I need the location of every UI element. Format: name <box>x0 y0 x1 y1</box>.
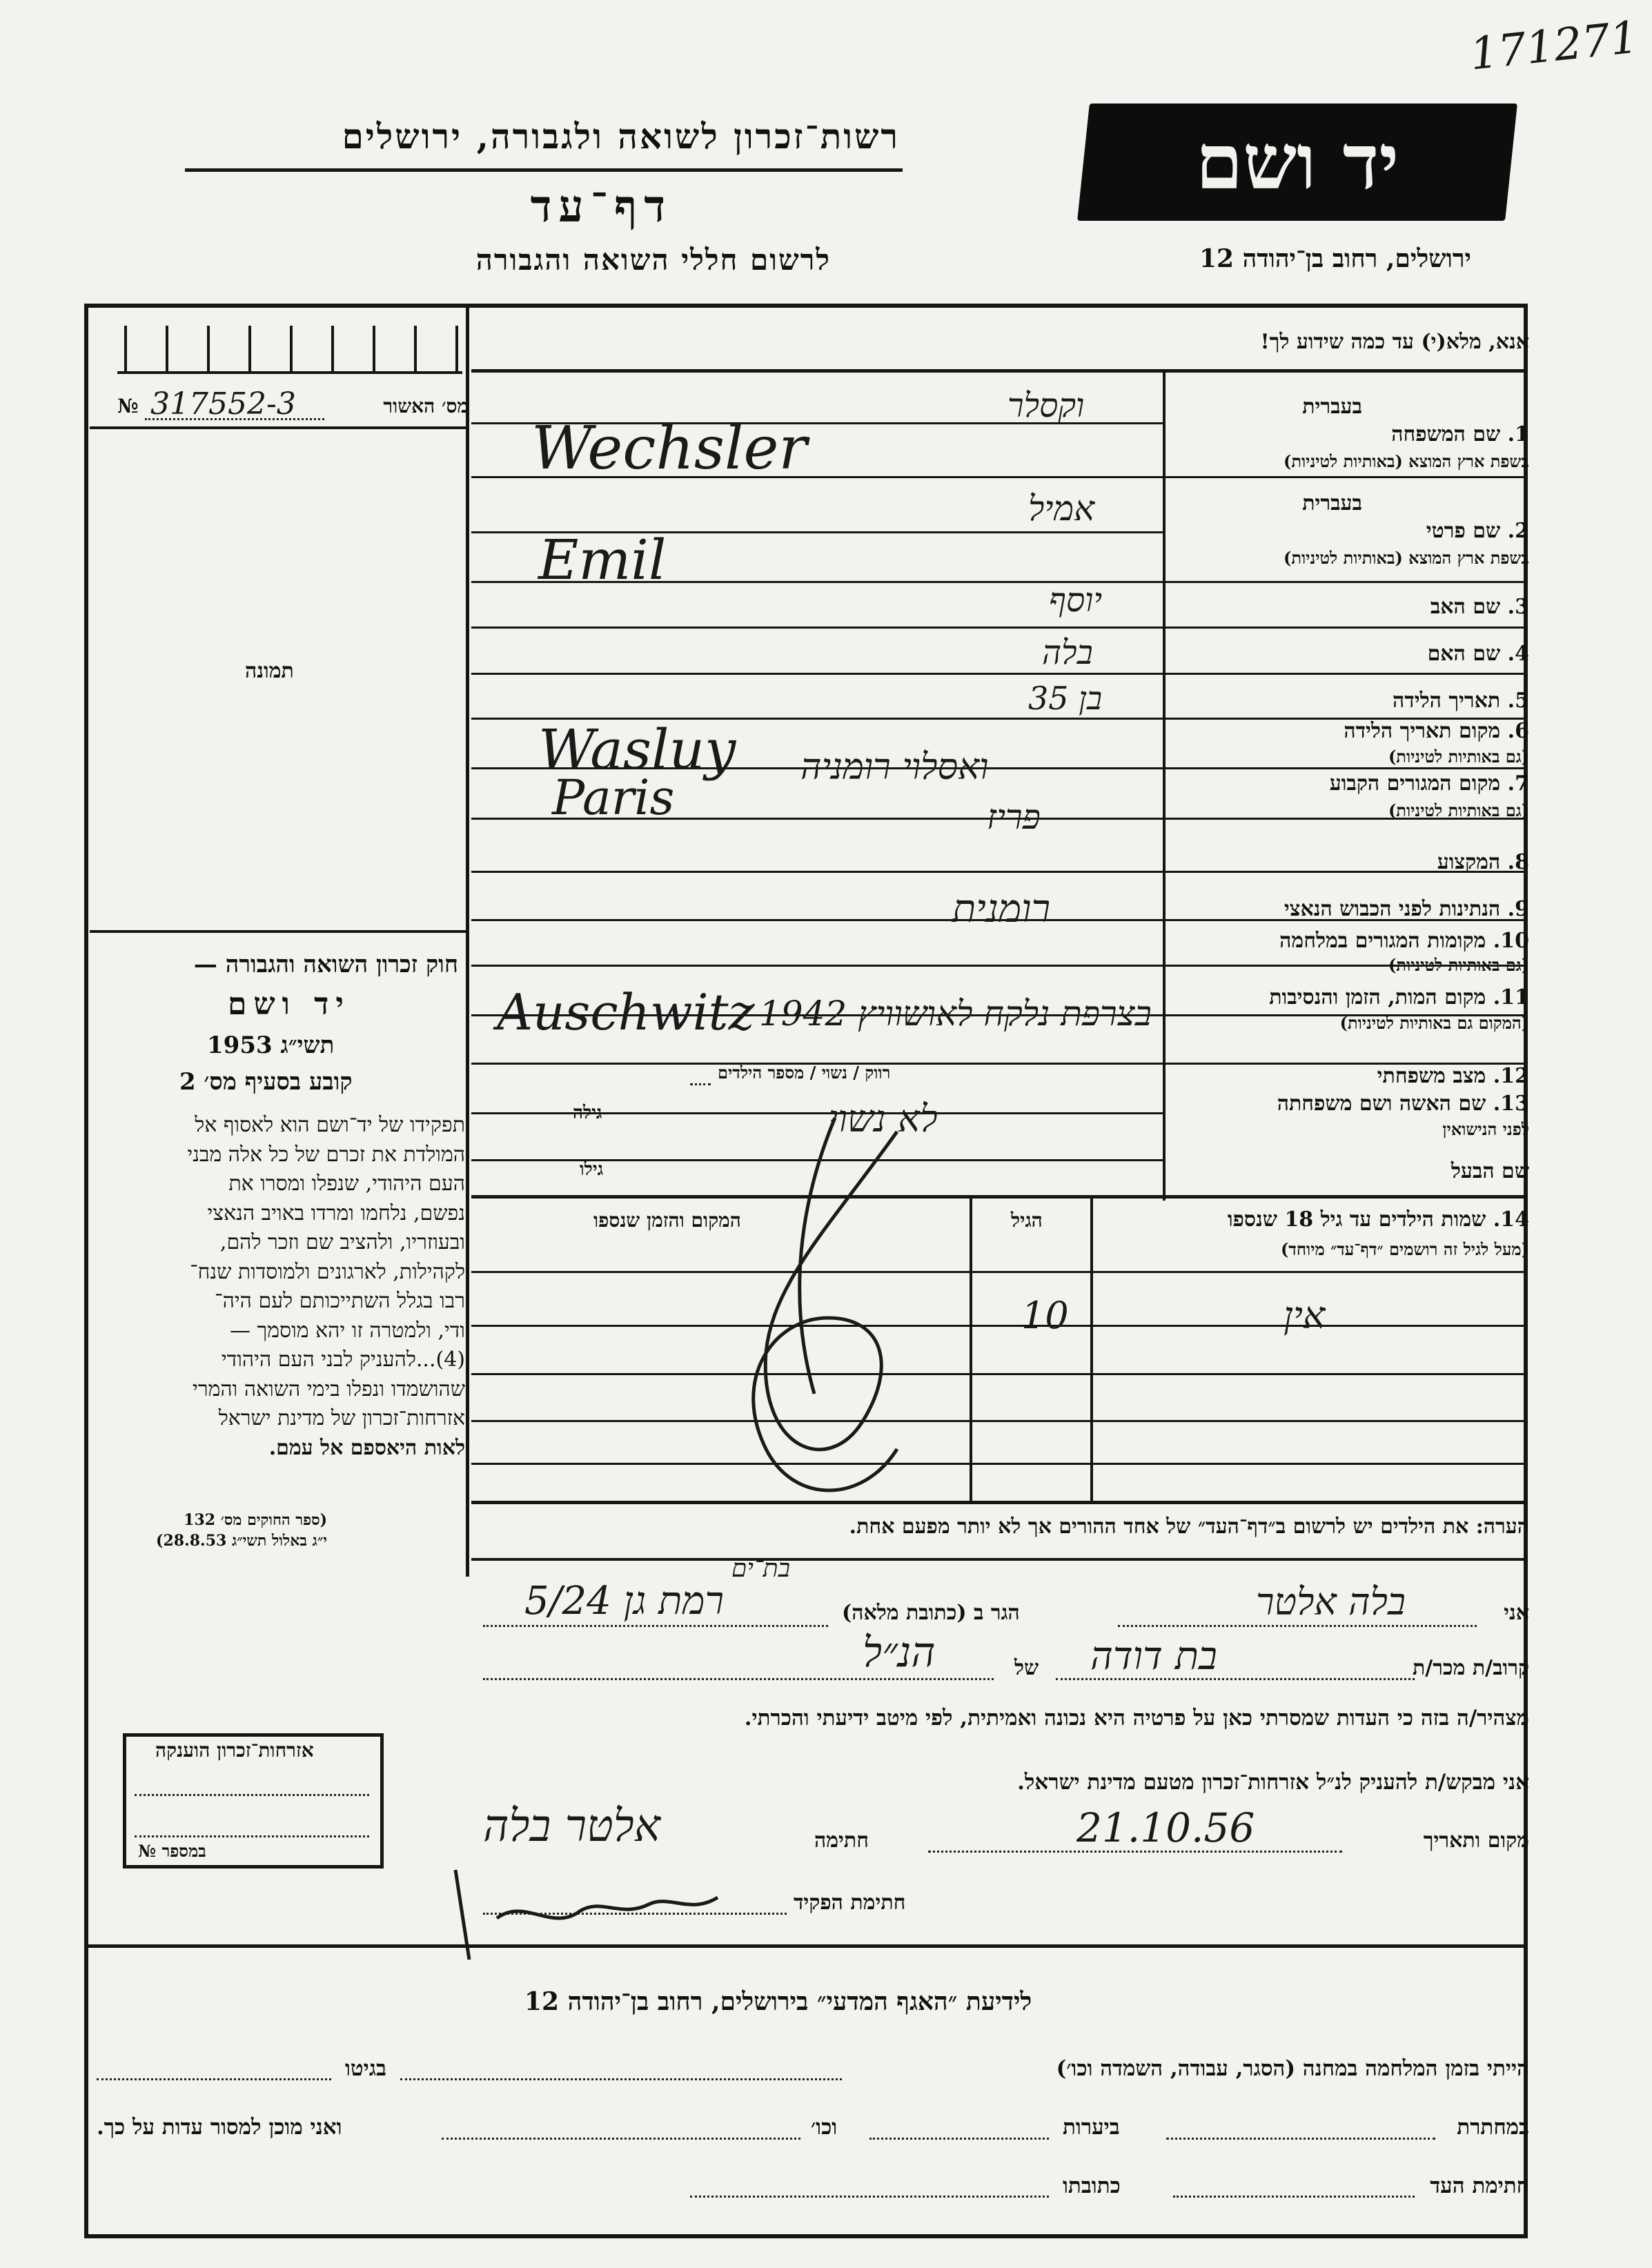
field-1-num: 1. <box>1507 422 1529 446</box>
field-13-text: שם האשה ושם משפחתה <box>1277 1092 1486 1116</box>
field-9-label <box>1284 897 1529 921</box>
field-3-num: 3. <box>1507 595 1529 619</box>
law-line: נפשם, נלחמו ומרדו באויב הנאצי <box>207 1201 465 1225</box>
decl-resident-label: הגר ב (כתובת מלאה) <box>842 1601 1020 1625</box>
decl-statement: מצהיר/ה בזה כי העדות שמסרתי כאן על פרטיה היא נכונה ואמיתית, לפי מיטב ידיעתי והכרתי. <box>744 1706 1529 1730</box>
death-place-latin: Auschwitz <box>497 983 755 1041</box>
field-7-text: מקום המגורים הקבוע <box>1329 771 1501 796</box>
children-col-age: הגיל <box>1011 1209 1043 1232</box>
field-6-note: (גם באותיות לטיניות) <box>1388 747 1529 767</box>
field-7-label <box>1330 771 1529 796</box>
birthplace-latin: Wasluy <box>538 718 736 782</box>
form-subtitle: לרשום חללי השואה והגבורה <box>475 243 831 277</box>
footer-line2-b: ביערות <box>1063 2115 1120 2140</box>
field-8-label <box>1437 850 1529 874</box>
decl-request: אני מבקש/ת להעניק לנ״ל אזרחות־זכרון מטעם מדינת ישראל. <box>1017 1770 1529 1795</box>
law-ref-1: (ספר החוקים מס׳ 132 <box>184 1511 327 1529</box>
law-text <box>89 1111 465 1463</box>
law-line: אזרחות־זכרון של מדינת ישראל <box>218 1406 465 1430</box>
field-12-text: מצב משפחתי <box>1377 1064 1486 1088</box>
wife-age-label: גילה <box>573 1103 602 1123</box>
children-table-col-2 <box>1090 1195 1093 1502</box>
law-line: לקהילות, לארגונים ולמוסדות שנח־ <box>190 1259 465 1284</box>
marital-status-options: רווק / נשוי / מספר הילדים <box>718 1063 891 1083</box>
field-14-num: 14. <box>1493 1207 1529 1232</box>
header-address: ירושלים, רחוב בן־יהודה 12 <box>1199 244 1471 273</box>
decl-ani-label: אני <box>1504 1601 1529 1625</box>
stamp-title: אזרחות־זכרון הוענקה <box>155 1739 314 1762</box>
authority-underline <box>185 168 903 172</box>
field-4-num: 4. <box>1507 642 1529 666</box>
field-14-text: שמות הילדים עד גיל 18 שנספו <box>1227 1207 1486 1232</box>
husband-label: שם הבעל <box>1451 1159 1529 1183</box>
decl-resident-value: רמת גן 5/24 <box>524 1579 724 1624</box>
decl-ani-value: בלה אלטר <box>1256 1580 1406 1624</box>
wife-name: לא נשוי <box>828 1097 938 1141</box>
family-name-hebrew: וקסלר <box>1007 386 1085 425</box>
field-10-num: 10. <box>1493 929 1529 953</box>
field-10-text: מקומות המגורים במלחמה <box>1279 929 1486 953</box>
family-name-latin: Wechsler <box>531 414 807 483</box>
clerk-signature <box>442 1856 731 1966</box>
field-11-label <box>1269 985 1529 1009</box>
decl-place-date-label: מקום ותאריך <box>1423 1828 1529 1853</box>
form-title: דף־עד <box>530 181 672 233</box>
footer-line1-a: הייתי בזמן המלחמה במחנה (הסגר, עבודה, השמדה וכו׳) <box>1056 2056 1529 2081</box>
husband-age-label: גילו <box>580 1159 604 1180</box>
field-11-note: (המקום גם באותיות לטיניות) <box>1339 1013 1529 1033</box>
field-11-num: 11. <box>1493 985 1529 1009</box>
decl-relative-label: קרוב/ת מכר/ת <box>1412 1656 1529 1680</box>
label-column-divider <box>1163 373 1166 1201</box>
approval-underline <box>90 426 468 429</box>
field-2-text: שם פרטי <box>1426 519 1501 543</box>
footer-line2-c: וכו׳ <box>811 2115 838 2140</box>
field-9-text: הנתינות לפני הכבוש הנאצי <box>1284 897 1501 921</box>
field-13-note: לפני הנישואין <box>1442 1119 1529 1139</box>
field-8-num: 8. <box>1507 850 1529 874</box>
law-line: לאות היאספם אל עמם. <box>268 1435 465 1460</box>
field-11-text: מקום המות, הזמן והנסיבות <box>1269 985 1486 1009</box>
field-3-text: שם האב <box>1430 595 1501 619</box>
given-name-hebrew: אמיל <box>1028 489 1095 529</box>
field-7-num: 7. <box>1507 771 1529 796</box>
decl-relative-value: בת דודה <box>1090 1634 1217 1679</box>
field-8-text: המקצוע <box>1437 850 1501 874</box>
field-2-num: 2. <box>1507 519 1529 543</box>
decl-place-date-value: 21.10.56 <box>1076 1804 1255 1851</box>
sidebar-law-divider <box>90 930 468 933</box>
law-line: ודי, ולמטרה זו יהא מוסמך — <box>229 1318 465 1343</box>
given-name-latin: Emil <box>538 528 667 592</box>
field-12-num: 12. <box>1493 1064 1529 1088</box>
law-ref-2: י״ג באלול תשי״ג 28.8.53) <box>156 1532 327 1550</box>
mother-name: בלה <box>1042 633 1093 672</box>
residence-hebrew: פריז <box>987 797 1041 837</box>
photo-label: תמונה <box>245 659 294 683</box>
archive-number: 171271 <box>1467 12 1641 81</box>
field-2-note: בשפת ארץ המוצא (באותיות לטיניות) <box>1284 548 1529 568</box>
field-1-label <box>1391 422 1529 446</box>
law-title: חוק זכרון השואה והגבורה — <box>193 951 458 978</box>
footer-line2-d: ואני מוכן למסור עדות על כך. <box>97 2115 342 2140</box>
stamp-number-label: במספר № <box>138 1841 206 1861</box>
children-note: (מעל לגיל זה רושמים ״דף־עד״ מיוחד) <box>1280 1239 1529 1259</box>
field-3-label <box>1430 595 1529 619</box>
birthplace-hebrew: ואסלוי רומניה <box>800 747 989 788</box>
law-line: העם היהודי, שנפלו ומסרו את <box>228 1172 465 1196</box>
footer-line2-a: במחתרת <box>1457 2115 1529 2140</box>
field-4-label <box>1428 642 1529 666</box>
law-line: רבו בגלל השתייכותם לעם היה־ <box>215 1289 465 1313</box>
approval-grid <box>117 319 462 374</box>
field-13-label <box>1277 1092 1529 1116</box>
instruction-underline <box>471 369 1527 373</box>
field-10-label <box>1279 929 1529 953</box>
field-1-text: שם המשפחה <box>1391 422 1501 446</box>
approval-no-label: № <box>117 395 139 417</box>
law-line: (4)...להעניק לבני העם היהודי <box>221 1348 465 1372</box>
children-col-place: המקום והזמן שנספו <box>593 1209 741 1232</box>
nationality: רומנית <box>952 887 1051 931</box>
law-line: תפקידו של יד־ושם הוא לאסוף אל <box>195 1113 465 1137</box>
yad-vashem-logo <box>1077 103 1517 221</box>
law-line: ובעוזריו, ולהציב שם וזכר להם, <box>219 1230 465 1254</box>
field-13-num: 13. <box>1493 1092 1529 1116</box>
law-line: שהושמדו ונפלו בימי השואה והמרי <box>192 1377 465 1401</box>
decl-clerk-label: חתימת הפקיד <box>794 1891 906 1915</box>
footer-divider <box>471 1944 1527 1948</box>
field-7-note: (גם באותיות לטיניות) <box>1388 800 1529 820</box>
children-table-col-1 <box>970 1195 972 1502</box>
approval-label: מס׳ האשור <box>383 395 469 417</box>
footer-line3-b: כתובתו <box>1063 2173 1121 2198</box>
children-label <box>1228 1207 1529 1232</box>
birth-date: בן 35 <box>1028 680 1103 717</box>
field-1-inhebrew: בעברית <box>1302 395 1362 419</box>
law-line: המולדת את זכרם של כל אלה מבני <box>187 1142 465 1167</box>
footer-line3-a: חתימת העד <box>1430 2173 1529 2198</box>
child-age: 10 <box>1021 1294 1069 1337</box>
approval-number: 317552-3 <box>150 386 296 422</box>
field-6-label <box>1344 719 1529 743</box>
law-year: תשי״ג 1953 <box>207 1032 335 1059</box>
footer-title: לידיעת ״האגף המדעי״ בירושלים, רחוב בן־יהודה 12 <box>524 1987 1032 2016</box>
field-2-inhebrew: בעברית <box>1302 491 1362 515</box>
law-name: יד ושם <box>228 987 351 1022</box>
child-name: אין <box>1284 1294 1326 1337</box>
authority-title: רשות־זכרון לשואה ולגבורה, ירושלים <box>342 116 900 157</box>
field-6-text: מקום תאריך הלידה <box>1344 719 1501 743</box>
field-2-label <box>1426 519 1529 543</box>
field-5-num: 5. <box>1507 689 1529 713</box>
instruction: אנא, מלא(י) עד כמה שידוע לך! <box>1260 330 1529 354</box>
field-1-note: בשפת ארץ המוצא (באותיות לטיניות) <box>1284 451 1529 471</box>
footer-line1-b: בגיטו <box>345 2056 386 2081</box>
field-9-num: 9. <box>1507 897 1529 921</box>
remark: הערה: את הילדים יש לרשום ב״דף־העד״ של אחד ההורים אך לא יותר מפעם אחת. <box>849 1515 1529 1539</box>
decl-resident-note: בת־ים <box>731 1555 790 1583</box>
scribble-mark <box>690 1090 966 1518</box>
decl-signature-label: חתימה <box>814 1828 869 1853</box>
decl-of-value: הנ״ל <box>863 1628 936 1677</box>
residence-latin: Paris <box>552 769 675 826</box>
law-clause: קובע בסעיף מס׳ 2 <box>179 1068 353 1096</box>
decl-signature-value: אלטר בלה <box>483 1801 661 1852</box>
field-4-text: שם האם <box>1427 642 1501 666</box>
logo-text: יד ושם <box>1195 117 1399 206</box>
field-12-label <box>1377 1064 1529 1088</box>
father-name: יוסף <box>1049 581 1103 620</box>
field-10-note: (גם באותיות לטיניות) <box>1388 955 1529 975</box>
death-circumstances: בצרפת נלקח לאושוויץ 1942 <box>759 994 1152 1034</box>
decl-of-label: של <box>1014 1656 1039 1680</box>
field-5-text: תאריך הלידה <box>1393 689 1501 713</box>
field-5-label <box>1393 689 1529 713</box>
field-6-num: 6. <box>1507 719 1529 743</box>
